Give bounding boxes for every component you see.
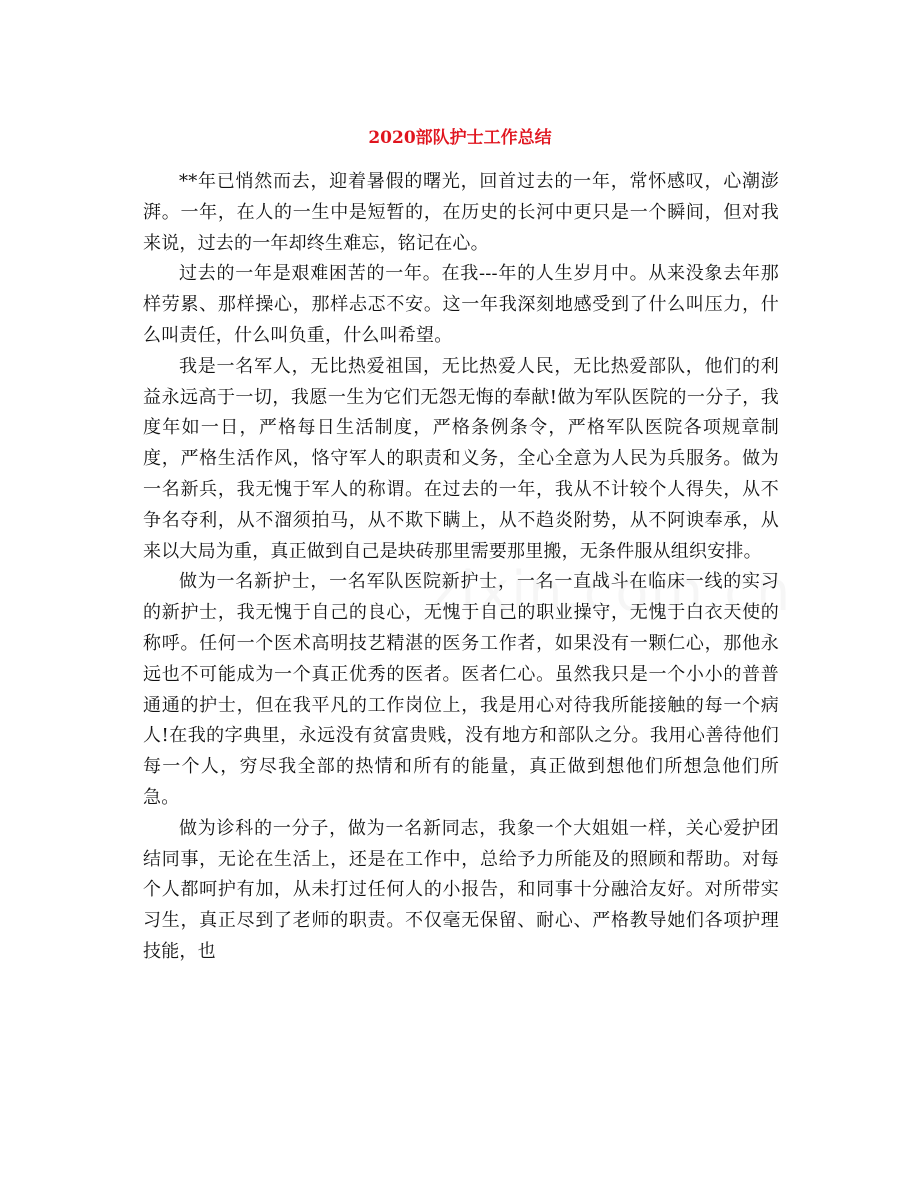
paragraph-1: **年已悄然而去，迎着暑假的曙光，回首过去的一年，常怀感叹，心潮澎湃。一年，在人的一生中是短暂的，在历史的长河中更只是一个瞬间，但对我来说，过去的一年却终生难忘，铭记在心。 <box>143 171 779 254</box>
paragraph-5: 做为诊科的一分子，做为一名新同志，我象一个大姐姐一样，关心爱护团结同事，无论在生活上，还是在工作中，总给予力所能及的照顾和帮助。对每个人都呵护有加，从未打过任何人的小报告，和同事十分融洽友好。对所带实习生，真正尽到了老师的职责。不仅毫无保留、耐心、严格教导她们各项护理技能，也 <box>143 817 779 962</box>
paragraph-4: 做为一名新护士，一名军队医院新护士，一名一直战斗在临床一线的实习的新护士，我无愧于自己的良心，无愧于自己的职业操守，无愧于白衣天使的称呼。任何一个医术高明技艺精湛的医务工作者，如果没有一颗仁心，那他永远也不可能成为一个真正优秀的医者。医者仁心。虽然我只是一个小小的普普通通的护士，但在我平凡的工作岗位上，我是用心对待我所能接触的每一个病人!在我的字典里，永远没有贫富贵贱，没有地方和部队之分。我用心善待他们每一个人，穷尽我全部的热情和所有的能量，真正做到想他们所想急他们所急。 <box>143 571 779 808</box>
document-title: 2020部队护士工作总结 <box>368 128 552 148</box>
document-body <box>143 167 779 968</box>
paragraph-2: 过去的一年是艰难困苦的一年。在我---年的人生岁月中。从来没象去年那样劳累、那样操心，那样忐忑不安。这一年我深刻地感受到了什么叫压力，什么叫责任，什么叫负重，什么叫希望。 <box>143 263 779 346</box>
paragraph-3: 我是一名军人，无比热爱祖国，无比热爱人民，无比热爱部队，他们的利益永远高于一切，我愿一生为它们无怨无悔的奉献!做为军队医院的一分子，我度年如一日，严格每日生活制度，严格条例条令，严格军队医院各项规章制度，严格生活作风，恪守军人的职责和义务，全心全意为人民为兵服务。做为一名新兵，我无愧于军人的称谓。在过去的一年，我从不计较个人得失，从不争名夺利，从不溜须拍马，从不欺下瞒上，从不趋炎附势，从不阿谀奉承，从来以大局为重，真正做到自己是块砖那里需要那里搬，无条件服从组织安排。 <box>143 355 779 562</box>
